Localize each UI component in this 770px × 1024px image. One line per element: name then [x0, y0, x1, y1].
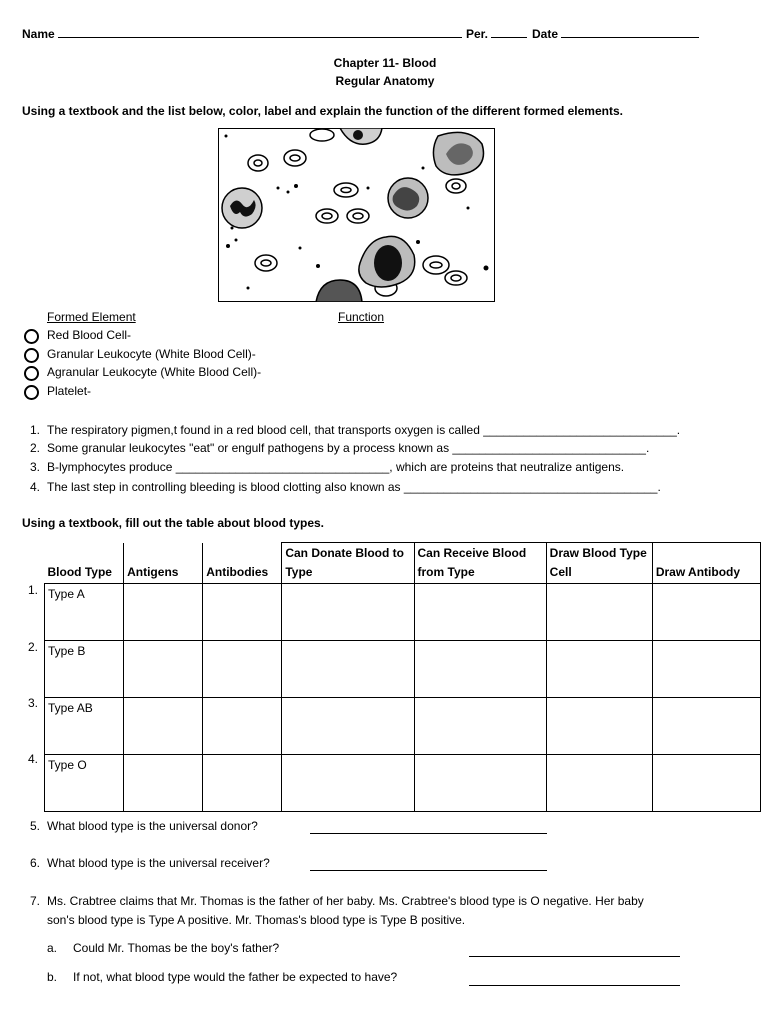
question-number: 4. — [29, 480, 40, 494]
header-antibodies: Antibodies — [203, 543, 282, 584]
row-number: 3. — [27, 696, 38, 710]
question-number: 7. — [29, 894, 40, 908]
blood-type-table — [44, 542, 761, 812]
answer-cell[interactable] — [124, 698, 203, 755]
color-key-circle[interactable] — [24, 348, 39, 363]
header-can-donate: Can Donate Blood to Type — [282, 543, 414, 584]
row-number: 1. — [27, 583, 38, 597]
table-row — [45, 698, 761, 755]
answer-cell[interactable] — [124, 584, 203, 641]
color-key-circle[interactable] — [24, 366, 39, 381]
answer-cell[interactable] — [652, 584, 760, 641]
answer-cell[interactable] — [203, 755, 282, 812]
blood-type-cell: Type B — [45, 641, 124, 698]
answer-cell[interactable] — [203, 641, 282, 698]
row-number: 2. — [27, 640, 38, 654]
function-header: Function — [338, 310, 385, 324]
answer-cell[interactable] — [282, 584, 414, 641]
question-text: The respiratory pigmen,t found in a red blood cell, that transports oxygen is called _____________________________. — [47, 423, 681, 437]
answer-cell[interactable] — [282, 755, 414, 812]
answer-cell[interactable] — [546, 641, 652, 698]
instructions-formed-elements: Using a textbook and the list below, color, label and explain the function of the different formed elements. — [22, 104, 623, 118]
question-text: Ms. Crabtree claims that Mr. Thomas is the father of her baby. Ms. Crabtree's blood type is O negative. Her baby — [47, 894, 644, 908]
answer-line-universal-donor[interactable] — [310, 833, 547, 834]
table-row — [45, 755, 761, 812]
question-text: The last step in controlling bleeding is blood clotting also known as ______________________________________. — [47, 480, 661, 494]
answer-cell[interactable] — [282, 698, 414, 755]
header-blood-type: Blood Type — [45, 543, 124, 584]
blood-type-cell: Type O — [45, 755, 124, 812]
element-platelet: Platelet- — [47, 384, 92, 398]
color-key-circle[interactable] — [24, 329, 39, 344]
answer-line-universal-receiver[interactable] — [310, 870, 547, 871]
answer-cell[interactable] — [282, 641, 414, 698]
color-key-circle[interactable] — [24, 385, 39, 400]
question-text-continued: son's blood type is Type A positive. Mr. Thomas's blood type is Type B positive. — [47, 913, 466, 927]
sub-question-text: Could Mr. Thomas be the boy's father? — [73, 941, 280, 955]
header-draw-antibody: Draw Antibody — [652, 543, 760, 584]
question-number: 5. — [29, 819, 40, 833]
answer-line-father[interactable] — [469, 956, 680, 957]
element-granular-leukocyte: Granular Leukocyte (White Blood Cell)- — [47, 347, 256, 361]
answer-cell[interactable] — [203, 584, 282, 641]
sub-letter: b. — [47, 970, 58, 984]
question-number: 3. — [29, 460, 40, 474]
question-number: 6. — [29, 856, 40, 870]
answer-cell[interactable] — [652, 641, 760, 698]
sub-question-text: If not, what blood type would the father be expected to have? — [73, 970, 398, 984]
period-field[interactable]: Per. — [466, 27, 527, 41]
blood-smear-image — [218, 128, 495, 302]
sub-letter: a. — [47, 941, 58, 955]
answer-cell[interactable] — [203, 698, 282, 755]
chapter-subtitle: Regular Anatomy — [335, 74, 435, 88]
answer-cell[interactable] — [414, 698, 546, 755]
answer-cell[interactable] — [546, 584, 652, 641]
answer-cell[interactable] — [652, 698, 760, 755]
instructions-blood-types: Using a textbook, fill out the table about blood types. — [22, 516, 325, 530]
chapter-title: Chapter 11- Blood — [333, 56, 437, 70]
header-antigens: Antigens — [124, 543, 203, 584]
answer-cell[interactable] — [414, 641, 546, 698]
element-red-blood-cell: Red Blood Cell- — [47, 328, 132, 342]
blood-type-cell: Type A — [45, 584, 124, 641]
name-field[interactable]: Name — [22, 27, 462, 41]
question-text: Some granular leukocytes "eat" or engulf pathogens by a process known as _____________________________. — [47, 441, 650, 455]
answer-cell[interactable] — [546, 755, 652, 812]
date-field[interactable]: Date — [532, 27, 699, 41]
answer-cell[interactable] — [652, 755, 760, 812]
answer-cell[interactable] — [546, 698, 652, 755]
question-text: What blood type is the universal receiver? — [47, 856, 270, 870]
question-text: B-lymphocytes produce ________________________________, which are proteins that neutralize antigens. — [47, 460, 625, 474]
header-draw-cell: Draw Blood Type Cell — [546, 543, 652, 584]
question-number: 1. — [29, 423, 40, 437]
answer-cell[interactable] — [124, 641, 203, 698]
table-row — [45, 584, 761, 641]
answer-cell[interactable] — [414, 755, 546, 812]
question-number: 2. — [29, 441, 40, 455]
question-text: What blood type is the universal donor? — [47, 819, 258, 833]
formed-element-header: Formed Element — [47, 310, 136, 324]
element-agranular-leukocyte: Agranular Leukocyte (White Blood Cell)- — [47, 365, 262, 379]
answer-cell[interactable] — [124, 755, 203, 812]
answer-cell[interactable] — [414, 584, 546, 641]
answer-line-expected-type[interactable] — [469, 985, 680, 986]
row-number: 4. — [27, 752, 38, 766]
blood-type-cell: Type AB — [45, 698, 124, 755]
table-row — [45, 641, 761, 698]
header-can-receive: Can Receive Blood from Type — [414, 543, 546, 584]
table-header-row — [45, 543, 761, 584]
